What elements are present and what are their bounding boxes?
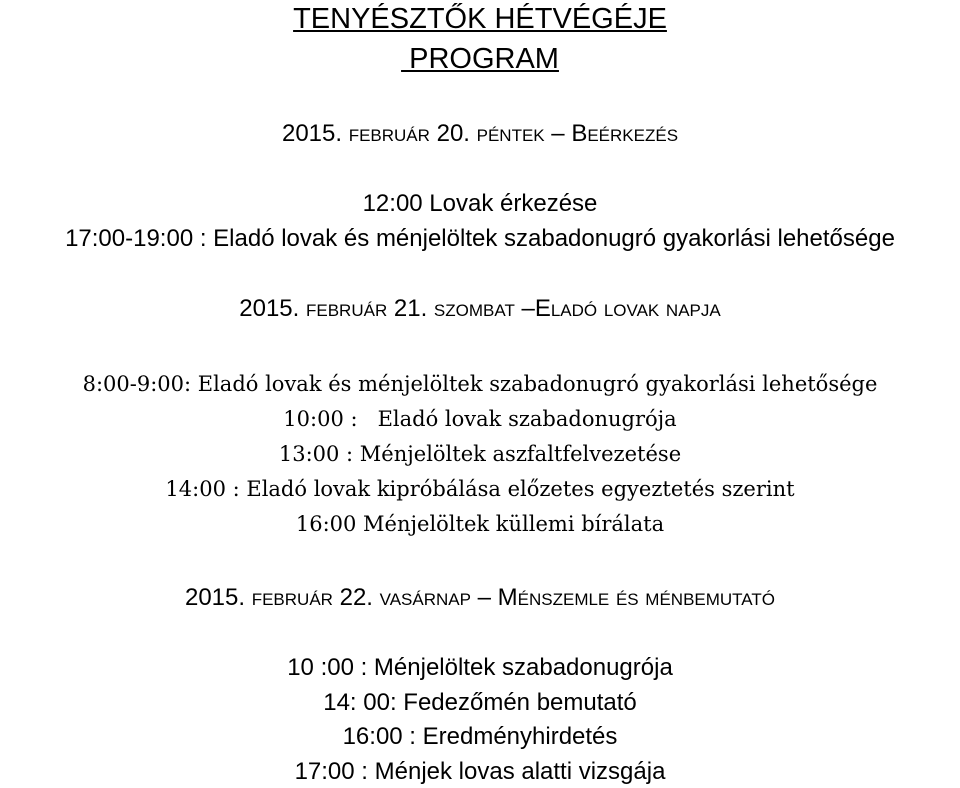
day-2-item: 13:00 : Ménjelöltek aszfaltfelvezetése bbox=[278, 442, 682, 466]
day-2-item: 14:00 : Eladó lovak kipróbálása előzetes egyeztetés szerint bbox=[165, 477, 795, 501]
day-3-item: 10 :00 : Ménjelöltek szabadonugrója bbox=[287, 654, 673, 681]
day-1-heading: 2015. február 20. péntek – Beérkezés bbox=[281, 120, 679, 147]
day-3-heading: 2015. február 22. vasárnap – Ménszemle és ménbemutató bbox=[184, 584, 775, 611]
day-3-item: 14: 00: Fedezőmén bemutató bbox=[323, 689, 637, 716]
day-2-item: 10:00 : Eladó lovak szabadonugrója bbox=[283, 407, 677, 431]
day-2-item: 16:00 Ménjelöltek küllemi bírálata bbox=[295, 512, 665, 536]
day-1-item: 12:00 Lovak érkezése bbox=[362, 190, 598, 217]
document-subtitle: PROGRAM bbox=[401, 43, 559, 75]
day-2-item: 8:00-9:00: Eladó lovak és ménjelöltek szabadonugró gyakorlási lehetősége bbox=[82, 372, 878, 396]
day-2-heading: 2015. február 21. szombat –Eladó lovak napja bbox=[239, 295, 721, 322]
day-1-item: 17:00-19:00 : Eladó lovak és ménjelöltek szabadonugró gyakorlási lehetősége bbox=[65, 225, 895, 252]
day-3-item: 17:00 : Ménjek lovas alatti vizsgája bbox=[294, 758, 666, 785]
day-3-item: 16:00 : Eredményhirdetés bbox=[342, 723, 618, 750]
document-title: TENYÉSZTŐK HÉTVÉGÉJE bbox=[293, 3, 667, 35]
